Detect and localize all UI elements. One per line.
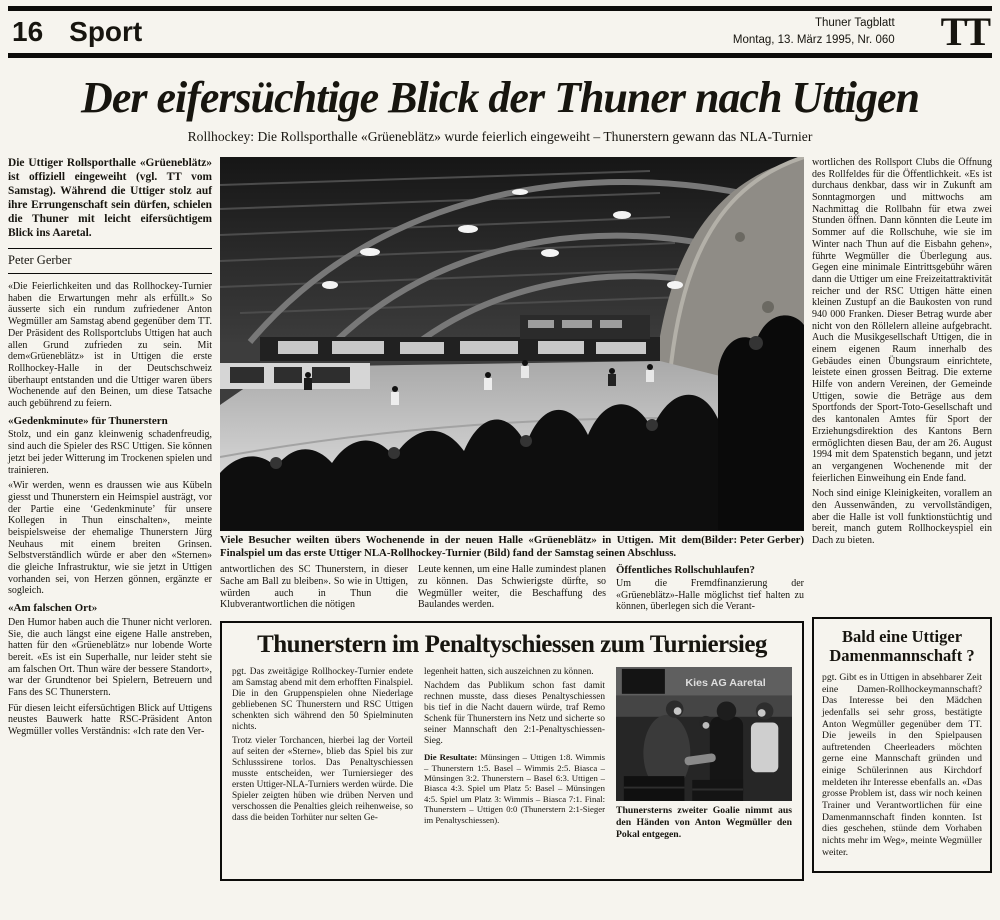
continuation-col3-text: Um die Fremdfinanzierung der «Grüeneblätz»-Halle möglichst tief halten zu können, überlegen sich die Verant-: [616, 577, 804, 613]
right-column: [812, 157, 992, 881]
left-column: [8, 157, 212, 881]
continuation-col1: antwortlichen des SC Thunerstern, in dieser Sache am Ball zu bleiben». So wie in Uttigen, würden auch in Thun die Klubverantwortlichen die nötigen: [220, 564, 408, 611]
center-column: [220, 157, 804, 881]
results-label: Die Resultate:: [424, 752, 481, 763]
damen-article-box: [812, 617, 992, 873]
penalty-col1: [232, 667, 413, 840]
trophy-photo-caption: Thunersterns zweiter Goalie nimmt aus den Händen von Anton Wegmüller den Pokal entgegen.: [616, 805, 792, 840]
penalty-headline: Thunerstern im Penaltyschiessen zum Turniersieg: [257, 631, 767, 659]
trophy-photo: [616, 667, 792, 801]
article-body: [8, 157, 992, 881]
paragraph: legenheit hatten, sich auszeichnen zu können.: [424, 667, 594, 678]
results-paragraph: [424, 752, 605, 825]
continuation-col2: Leute kennen, um eine Halle zumindest planen zu können. Das Schwierigste dürfte, so Wegmüller weiter, die Beschaffung des Baulandes werden.: [418, 564, 606, 611]
crosshead-am-falschen-ort: «Am falschen Ort»: [8, 602, 98, 615]
crosshead-rollschuhlaufen: Öffentliches Rollschuhlaufen?: [616, 564, 755, 577]
tt-logo: TT: [940, 9, 988, 54]
paragraph: «Die Feierlichkeiten und das Rollhockey-Turnier haben die Erwartungen mehr als erfüllt.» So äusserte sich ein rundum zufriedener Anton Wegmüller am Samstag abend gegenüber dem TT. Der Präsident des Rollsportclubs Uttigen hat auch allen Grund zufrieden zu sein. Mit dem«Grüeneblätz» ist in Uttigen die erste Rollhockey-Halle in der Deutschschweiz überhaupt entstanden und die Uttiger waren übers Wochenende auf den Beinen, um diese Tatsache auch gebührend zu feiern.: [8, 281, 212, 409]
paragraph: Nachdem das Publikum schon fast damit rechnen musste, dass dieses Penaltyschiessen bis tief in die Nacht dauern würde, traf Remo Schenk für Thunerstern ins Netz und sicherte so seiner Mannschaft den 2:1-Penaltyschiessen-Sieg.: [424, 681, 605, 747]
masthead-dateline: [733, 15, 895, 48]
damen-headline-line1: Bald eine Uttiger: [841, 627, 963, 646]
continuation-columns: [220, 564, 804, 616]
paragraph: Noch sind einige Kleinigkeiten, vorallem an den Aussenwänden, zu vervollständigen, aber die Halle ist voll funktionstüchtig und bereit, manch gutem Rollhockeyspiel ein Dach zu bieten.: [812, 488, 992, 546]
hall-photo-art: [220, 157, 804, 531]
penalty-col3: [616, 667, 792, 840]
damen-headline: [822, 628, 982, 666]
section-title: Sport: [69, 16, 143, 47]
sub-headline: Rollhockey: Die Rollsporthalle «Grüeneblätz» wurde feierlich eingeweiht – Thunerstern gewann das NLA-Turnier: [187, 129, 813, 144]
paragraph: Stolz, und ein ganz kleinwenig schadenfreudig, sind auch die Spieler des RSC Uttigen. Sie können jetzt bei jeder Witterung im Trockenen spielen und trainieren.: [8, 429, 212, 476]
paragraph: wortlichen des Rollsport Clubs die Öffnung des Rollfeldes für die Öffentlichkeit. «Es ist durchaus denkbar, dass wir in Zukunft am Sonntagmorgen und mittwochs am Nachmittag die Rollbahn für etwa zwei Stunden öffnen. Dann könnten die Leute im Sommer auf die Rollschuhe, wie sie im Winter nach Thun auf die Eisbahn gehen», führte Wegmüller die Überlegung aus. Gegen eine minimale Eintrittsgebühr wären dann die Uttiger um eine Freizeitattraktivität reicher und der RSC Uttigen hätte einen kleinen Zustupf an die Baukosten von rund 940 000 Franken. Dieser Betrag wurde aber nicht von den Röllelern alleine aufgebracht. Auch die Musikgesellschaft Uttigen, die in einem eigenen Raum innerhalb des Gebäudes einen Übungsraum einrichtete, leistete einen grossen Beitrag. Die externe Hilfe von andern Vereinen, der Gemeinde Uttigen, sowie die Beträge aus dem Sportfonds der Sport-Toto-Gesellschaft und des kantonalen Amtes für Sport der Erziehungsdirektion des Kantons Bern ermöglichten diesen Bau, der am 26. August 1994 mit dem Spatenstich begann, und jetzt an vergangenen Wochenende mit der feierlichen Einweihung ein Ende fand.: [812, 157, 992, 484]
damen-headline-line2: Damenmannschaft ?: [829, 645, 975, 665]
results-text: Münsingen – Uttigen 1:8. Wimmis – Thunerstern 1:5. Basel – Wimmis 2:5. Biasca – Münsingen 3:2. Thunerstern – Basel 6:3. Uttigen – Biasca 4:3. Spiel um Platz 5: Basel – Münsingen 4:5. Spiel um Platz 3: Wimmis – Biasca 7:1. Final: Thunerstern – Uttigen 0:0 (Thunerstern 2:1-Sieger im Penaltyschiessen).: [424, 752, 605, 825]
damen-body: pgt. Gibt es in Uttigen in absehbarer Zeit eine Damen-Rollhockeymannschaft? Das Interesse bei den Mädchen jedenfalls sei sehr gross, bestätigte Anton Wegmüller gegenüber dem TT. Die jeweils in den Spielpausen auftretenden Cheerleaders möchten gerne eine Mannschaft gründen und einige Schülerinnen aus Kirchdorf meldeten ihr Interesse ebenfalls an. «Das grosse Problem ist, dass wir noch keinen Trainer und Verantwortlichen für eine Damenmannschaft finden konnten. Ist dies geschehen, stünde dem Vorhaben nichts mehr im Weg», meinte Wegmüller weiter.: [822, 671, 982, 858]
issue-date: Montag, 13. März 1995, Nr. 060: [732, 34, 895, 46]
penalty-article-box: [220, 621, 804, 881]
byline: Peter Gerber: [8, 248, 212, 274]
page-header: [8, 6, 992, 58]
crosshead-gedenkminute: «Gedenkminute» für Thunerstern: [8, 414, 168, 427]
page-number: 16: [12, 16, 44, 47]
hall-photo: [220, 157, 804, 531]
paper-name: Thuner Tagblatt: [814, 17, 895, 30]
lead-paragraph: Die Uttiger Rollsporthalle «Grüeneblätz» ist offiziell eingeweiht (vgl. TT vom Samstag). Während die Uttiger stolz auf ihre Errungenschaft sein dürfen, schielen die Thuner mit leicht eifersüchtigem Blick ins Aaretal.: [8, 157, 212, 239]
paragraph: Für diesen leicht eifersüchtigen Blick auf Uttigens neustes Bauwerk hatte RSC-Präsident Anton Wegmüller volles Verständnis: «Ich rate den Ver-: [8, 702, 212, 738]
photo-caption: [220, 534, 804, 560]
paragraph: Den Humor haben auch die Thuner nicht verloren. Sie, die auch längst eine eigene Halle anstreben, hatten für den «Grüeneblätz» nur lobende Worte bereit. «Es ist ein Superhalle, nur leider steht sie am falschen Ort. Thun wäre der bessere Standort», war der Grundtenor bei Spielern, Betreuern und Fans des SC Thunerstern.: [8, 616, 212, 699]
paragraph: pgt. Das zweitägige Rollhockey-Turnier endete am Samstag abend mit dem erhofften Finalspiel. Die in den Gruppenspielen ohne Niederlage gebliebenen SC Thunerstern und RSC Uttigen schenkten sich während den 50 Spielminuten nichts.: [232, 667, 413, 733]
main-headline: Der eifersüchtige Blick der Thuner nach Uttigen: [81, 73, 919, 122]
photo-caption-text: Viele Besucher weilten übers Wochenende in der neuen Halle «Grüeneblätz» in Uttigen. Mit dem Finalspiel um das erste Uttiger NLA-Rollhockey-Turnier (Bild) fand der Samstag seinen Abschluss.: [220, 534, 702, 560]
continuation-col3: [616, 564, 804, 616]
photo-credit: (Bilder: Peter Gerber): [701, 534, 804, 546]
trophy-photo-art: [616, 667, 792, 801]
banner-text: Kies AG Aaretal: [685, 677, 766, 690]
paragraph: Trotz vieler Torchancen, hierbei lag der Vorteil auf seiten der «Sterne», blieb das Spiel bis zur Schlusssirene torlos. Das Penaltyschiessen musste entscheiden, wer Turniersieger des ersten Uttiger-NLA-Turniers werden würde. Die Spieler zeigten hüben wie drüben Nerven und verschossen die Penalties gleich reihenweise, so dass die beiden Torhüter nur selten Ge-: [232, 736, 413, 823]
paragraph: «Wir werden, wenn es draussen wie aus Kübeln giesst und Thunerstern ein Heimspiel austrägt, vor der Partie eine ‘Gedenkminute’ für unsere Kollegen in Thun einschalten», meinte beispielsweise der ehemalige Thunerstern Jürg Neuhaus mit einem breiten Grinsen. Selbstverständlich würde er aber den «Sternen» die gleiche Infrastruktur, wie sie jetzt in Uttigen vorhanden sei, von Herzen gönnen, ergänzte er sogleich.: [8, 480, 212, 597]
penalty-col2: [424, 667, 605, 840]
